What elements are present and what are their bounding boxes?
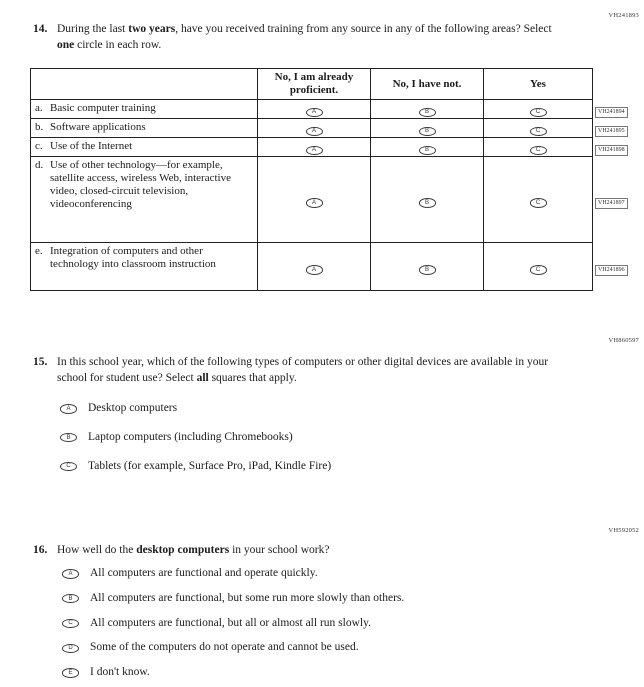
table-header-row (31, 69, 643, 100)
row-label-cell (31, 243, 258, 291)
code-column-header (593, 69, 643, 100)
row-letter: b. (35, 121, 44, 134)
row-label: Use of the Internet (50, 140, 133, 153)
item-code: VH241895 (595, 126, 628, 137)
prompt-segment-bold: two years (128, 23, 176, 35)
answer-cell (371, 243, 484, 291)
option-row (62, 617, 404, 631)
item-code: VH241896 (595, 265, 628, 276)
question-16-options (62, 567, 404, 687)
answer-cell (258, 157, 371, 243)
answer-oval[interactable]: B (419, 108, 436, 118)
prompt-segment: In this school year, which of the following types of computers or other digital devices are available in your school for student use? Select (57, 356, 549, 384)
answer-cell (371, 138, 484, 157)
answer-cell (484, 138, 593, 157)
question-14-prompt (57, 22, 562, 53)
answer-oval[interactable]: B (419, 146, 436, 156)
option-label: Laptop computers (including Chromebooks) (88, 430, 293, 443)
answer-cell (258, 243, 371, 291)
question-15-options (60, 402, 331, 488)
col-header-have-not: No, I have not. (371, 69, 484, 100)
row-label: Software applications (50, 121, 146, 134)
row-label-cell (31, 119, 258, 138)
table-row-b (31, 119, 643, 138)
item-code: VH241897 (595, 198, 628, 209)
table-row-d (31, 157, 643, 243)
answer-cell (258, 138, 371, 157)
answer-cell (484, 157, 593, 243)
answer-oval[interactable]: B (419, 198, 436, 208)
corner-cell (31, 69, 258, 100)
answer-cell (484, 100, 593, 119)
code-cell (593, 243, 643, 291)
prompt-segment: circle in each row. (74, 38, 162, 51)
answer-oval[interactable]: A (306, 198, 323, 208)
answer-oval[interactable]: A (306, 127, 323, 137)
form-code-q14: VH241893 (608, 12, 639, 19)
option-row (62, 666, 404, 680)
answer-oval[interactable]: D (62, 644, 79, 654)
col-header-already-proficient: No, I am already proficient. (258, 69, 371, 100)
answer-cell (258, 100, 371, 119)
answer-oval[interactable]: B (419, 265, 436, 275)
answer-cell (484, 119, 593, 138)
prompt-segment: squares that apply. (208, 371, 297, 384)
option-label: All computers are functional, but some run more slowly than others. (90, 591, 405, 604)
answer-cell (371, 100, 484, 119)
option-label: Desktop computers (88, 402, 178, 414)
answer-oval[interactable]: A (306, 108, 323, 118)
answer-oval[interactable]: B (62, 594, 79, 604)
answer-oval[interactable]: C (530, 265, 547, 275)
table-row-e (31, 243, 643, 291)
answer-cell (371, 119, 484, 138)
answer-oval[interactable]: B (60, 433, 77, 443)
prompt-segment: During the last (57, 23, 129, 35)
row-letter: d. (35, 159, 44, 172)
code-cell (593, 119, 643, 138)
question-16-number: 16. (33, 544, 48, 556)
row-label-cell (31, 138, 258, 157)
answer-oval[interactable]: A (306, 265, 323, 275)
answer-oval[interactable]: B (419, 127, 436, 137)
option-label: All computers are functional and operate quickly. (90, 567, 318, 579)
answer-oval[interactable]: A (306, 146, 323, 156)
item-code: VH241894 (595, 107, 628, 118)
option-row (62, 567, 404, 581)
row-label: Use of other technology—for example, satellite access, wireless Web, interactive video, closed-circuit television, videoconferencing (50, 159, 231, 210)
prompt-segment: in your school work? (229, 544, 330, 556)
question-16 (33, 543, 577, 559)
option-label: Tablets (for example, Surface Pro, iPad, Kindle Fire) (88, 459, 332, 472)
prompt-segment-bold: desktop computers (136, 544, 230, 556)
form-code-q16: VH592052 (608, 527, 639, 534)
col-header-yes: Yes (484, 69, 593, 100)
question-16-prompt (57, 543, 577, 559)
row-letter: a. (35, 102, 43, 115)
option-row (62, 641, 404, 655)
option-label: I don't know. (90, 666, 150, 679)
answer-oval[interactable]: C (62, 619, 79, 629)
prompt-segment: How well do the (57, 544, 137, 556)
option-label: Some of the computers do not operate and cannot be used. (90, 641, 359, 654)
question-15 (33, 355, 569, 386)
prompt-segment: , have you received training from any source in any of the following areas? Select (175, 23, 552, 35)
prompt-segment-bold: all (196, 371, 209, 384)
form-code-q15: VH860597 (608, 337, 639, 344)
answer-oval[interactable]: C (530, 127, 547, 137)
option-row (60, 402, 331, 416)
row-label: Basic computer training (50, 102, 156, 115)
row-letter: e. (35, 245, 43, 258)
answer-oval[interactable]: C (530, 198, 547, 208)
q14-training-table (30, 68, 643, 291)
answer-cell (484, 243, 593, 291)
row-label-cell (31, 100, 258, 119)
question-14 (33, 22, 562, 53)
answer-oval[interactable]: A (62, 569, 79, 579)
answer-cell (258, 119, 371, 138)
answer-oval[interactable]: C (530, 146, 547, 156)
code-cell (593, 138, 643, 157)
answer-oval[interactable]: C (60, 462, 77, 472)
row-label: Integration of computers and other technology into classroom instruction (50, 245, 216, 271)
answer-oval[interactable]: E (62, 668, 79, 678)
prompt-segment-bold: one (57, 38, 75, 51)
option-label: All computers are functional, but all or almost all run slowly. (90, 616, 371, 629)
row-letter: c. (35, 140, 43, 153)
answer-oval[interactable]: A (60, 404, 77, 414)
row-label-cell (31, 157, 258, 243)
option-row (62, 592, 404, 606)
option-row (60, 431, 331, 445)
answer-cell (371, 157, 484, 243)
table-row-a (31, 100, 643, 119)
question-15-number: 15. (33, 356, 48, 368)
table-row-c (31, 138, 643, 157)
option-row (60, 460, 331, 474)
question-15-prompt (57, 355, 569, 386)
question-14-number: 14. (33, 23, 48, 35)
code-cell (593, 157, 643, 243)
code-cell (593, 100, 643, 119)
item-code: VH241898 (595, 145, 628, 156)
answer-oval[interactable]: C (530, 108, 547, 118)
